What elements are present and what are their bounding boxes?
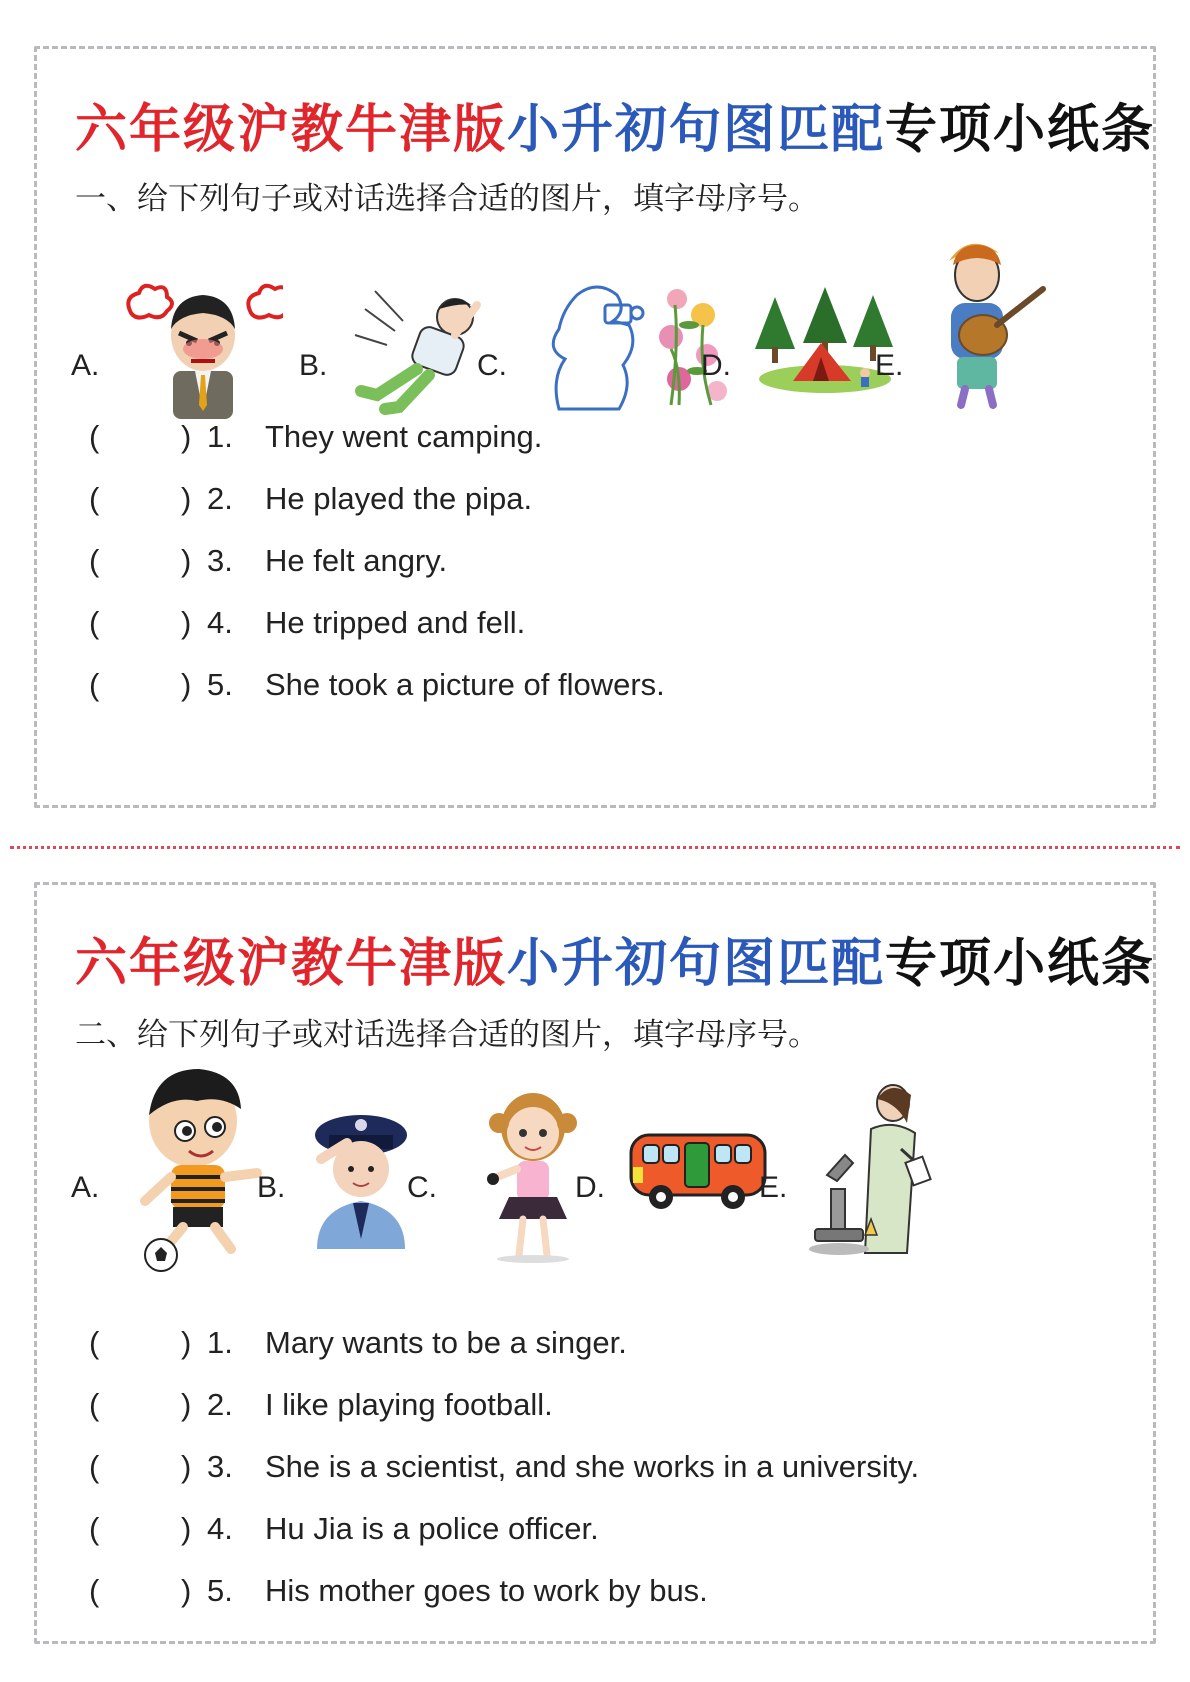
answer-bracket-open[interactable]: ( (89, 1573, 100, 1608)
question-number: 5. (207, 667, 233, 702)
worksheet-card-1 (34, 46, 1156, 808)
question-text: He played the pipa. (265, 481, 533, 516)
option-letter-b: B. (257, 1171, 286, 1204)
question-number: 2. (207, 1387, 233, 1422)
option-letter-d: D. (701, 349, 731, 382)
question-number: 5. (207, 1573, 233, 1608)
camping-tent-icon (755, 287, 895, 397)
answer-bracket-open[interactable]: ( (89, 1387, 100, 1422)
answer-bracket-open[interactable]: ( (89, 543, 100, 578)
answer-bracket-open[interactable]: ( (89, 605, 100, 640)
picture-options-row (37, 231, 1153, 411)
instruction-text: 二、给下列句子或对话选择合适的图片，填字母序号。 (75, 1017, 819, 1053)
option-letter-d: D. (575, 1171, 605, 1204)
question-text: They went camping. (265, 419, 543, 454)
answer-bracket-close[interactable]: ) (181, 667, 192, 702)
question-text: Mary wants to be a singer. (265, 1325, 627, 1360)
option-letter-a: A. (71, 349, 100, 382)
answer-bracket-close[interactable]: ) (181, 605, 192, 640)
angry-man-icon (123, 283, 283, 423)
answer-bracket-open[interactable]: ( (89, 1511, 100, 1546)
bus-icon (629, 1131, 769, 1215)
question-number: 3. (207, 1449, 233, 1484)
question-text: He felt angry. (265, 543, 448, 578)
answer-bracket-close[interactable]: ) (181, 419, 192, 454)
question-text: Hu Jia is a police officer. (265, 1511, 599, 1546)
option-letter-c: C. (407, 1171, 437, 1204)
answer-bracket-open[interactable]: ( (89, 1325, 100, 1360)
answer-bracket-close[interactable]: ) (181, 1511, 192, 1546)
question-number: 1. (207, 419, 233, 454)
question-text: She is a scientist, and she works in a university. (265, 1449, 920, 1484)
answer-bracket-open[interactable]: ( (89, 419, 100, 454)
title-part-grade: 六年级沪教牛津版 (75, 99, 508, 160)
police-officer-icon (307, 1099, 417, 1249)
option-letter-c: C. (477, 349, 507, 382)
question-number: 3. (207, 543, 233, 578)
title-part-type: 专项小纸条 (885, 933, 1156, 994)
question-text: He tripped and fell. (265, 605, 526, 640)
instruction-text: 一、给下列句子或对话选择合适的图片，填字母序号。 (75, 181, 819, 217)
question-number: 2. (207, 481, 233, 516)
answer-bracket-open[interactable]: ( (89, 481, 100, 516)
option-letter-e: E. (875, 349, 904, 382)
title-part-topic: 小升初句图匹配 (507, 99, 886, 160)
question-number: 1. (207, 1325, 233, 1360)
option-letter-a: A. (71, 1171, 100, 1204)
question-number: 4. (207, 1511, 233, 1546)
picture-options-row (37, 1065, 1153, 1265)
worksheet-title (75, 921, 1155, 996)
question-text: I like playing football. (265, 1387, 553, 1422)
question-number: 4. (207, 605, 233, 640)
answer-bracket-close[interactable]: ) (181, 1449, 192, 1484)
worksheet-card-2 (34, 882, 1156, 1644)
answer-bracket-close[interactable]: ) (181, 1325, 192, 1360)
title-part-topic: 小升初句图匹配 (507, 933, 886, 994)
cut-line-separator (10, 846, 1180, 849)
scientist-microscope-icon (805, 1079, 935, 1269)
answer-bracket-close[interactable]: ) (181, 481, 192, 516)
title-part-grade: 六年级沪教牛津版 (75, 933, 508, 994)
answer-bracket-open[interactable]: ( (89, 667, 100, 702)
answer-bracket-close[interactable]: ) (181, 1573, 192, 1608)
answer-bracket-close[interactable]: ) (181, 543, 192, 578)
football-boy-icon (127, 1065, 267, 1275)
answer-bracket-open[interactable]: ( (89, 1449, 100, 1484)
option-letter-b: B. (299, 349, 328, 382)
title-part-type: 专项小纸条 (885, 99, 1156, 160)
question-text: She took a picture of flowers. (265, 667, 665, 702)
pipa-player-icon (927, 231, 1057, 411)
option-letter-e: E. (759, 1171, 788, 1204)
camera-flowers-icon (547, 275, 737, 415)
worksheet-title (75, 87, 1155, 162)
answer-bracket-close[interactable]: ) (181, 1387, 192, 1422)
question-text: His mother goes to work by bus. (265, 1573, 708, 1608)
falling-boy-icon (345, 279, 495, 419)
